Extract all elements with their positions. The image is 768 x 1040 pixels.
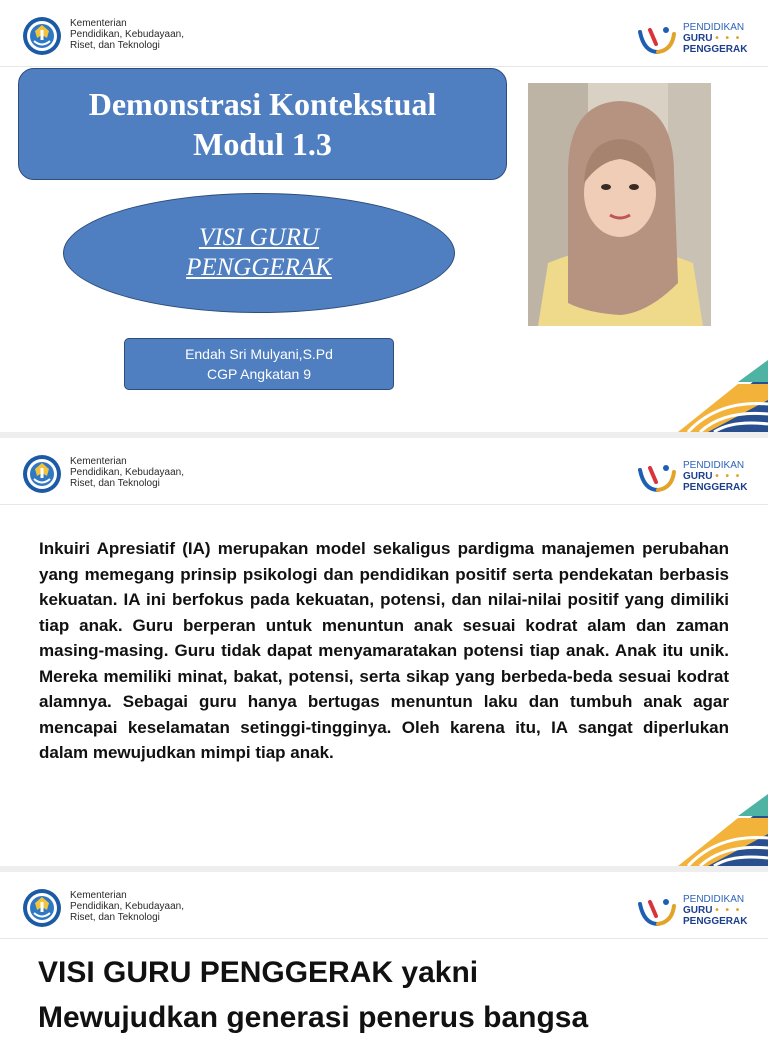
author-batch: CGP Angkatan 9 bbox=[206, 366, 312, 382]
author-photo bbox=[528, 83, 711, 326]
slide-title-line-1: Demonstrasi Kontekstual bbox=[88, 86, 437, 122]
corner-decoration bbox=[678, 794, 768, 866]
slide-1 bbox=[0, 0, 768, 432]
slide-title-box bbox=[18, 68, 507, 180]
vision-line-2: Mewujudkan generasi penerus bangsa bbox=[38, 1001, 589, 1034]
tut-wuri-handayani-logo-icon bbox=[22, 16, 62, 56]
ministry-name: Kementerian Pendidikan, Kebudayaan, Riset, dan Teknologi bbox=[70, 18, 184, 51]
inkuiri-apresiatif-paragraph: Inkuiri Apresiatif (IA) merupakan model sekaligus pardigma manajemen perubahan yang memegang prinsip psikologi dan pendidikan positif serta pendekatan berbasis kekuatan. IA ini berfokus pada kekuatan, potensi, dan nilai-nilai positif yang dimiliki tiap anak. Guru berperan untuk menuntun anak sesuai kodrat alam dan zaman masing-masing. Guru tidak dapat menyamaratakan potensi tiap anak. Anak itu unik. Mereka memiliki minat, bakat, potensi, serta sikap yang berbeda-beda sesuai kodrat alamnya. Sebagai guru hanya bertugas menuntun laku dan tumbuh anak agar mencapai keselamatan setinggi-tingginya. Oleh karena itu, IA sangat diperlukan dalam mewujudkan mimpi tiap anak. bbox=[39, 539, 729, 762]
tut-wuri-handayani-logo-icon bbox=[22, 454, 62, 494]
slide-header bbox=[0, 438, 768, 505]
program-name: PENDIDIKAN GURU • • • PENGGERAK bbox=[683, 894, 748, 927]
vision-statement bbox=[38, 950, 738, 1040]
guru-penggerak-logo-icon bbox=[636, 894, 680, 930]
author-info-box bbox=[124, 338, 394, 390]
subtitle-line-2: PENGGERAK bbox=[186, 254, 332, 281]
guru-penggerak-logo-icon bbox=[636, 460, 680, 496]
ministry-name: Kementerian Pendidikan, Kebudayaan, Riset, dan Teknologi bbox=[70, 456, 184, 489]
slide-title-line-2: Modul 1.3 bbox=[193, 126, 332, 162]
program-name: PENDIDIKAN GURU • • • PENGGERAK bbox=[683, 22, 748, 55]
subtitle-line-1: VISI GURU bbox=[198, 224, 320, 251]
tut-wuri-handayani-logo-icon bbox=[22, 888, 62, 928]
vision-line-1: VISI GURU PENGGERAK yakni bbox=[38, 956, 479, 989]
subtitle-ellipse bbox=[63, 193, 455, 313]
slide-header bbox=[0, 872, 768, 939]
corner-decoration bbox=[678, 360, 768, 432]
ministry-name: Kementerian Pendidikan, Kebudayaan, Riset, dan Teknologi bbox=[70, 890, 184, 923]
author-name: Endah Sri Mulyani,S.Pd bbox=[185, 346, 333, 362]
slide-header bbox=[0, 0, 768, 67]
guru-penggerak-logo-icon bbox=[636, 22, 680, 58]
program-name: PENDIDIKAN GURU • • • PENGGERAK bbox=[683, 460, 748, 493]
